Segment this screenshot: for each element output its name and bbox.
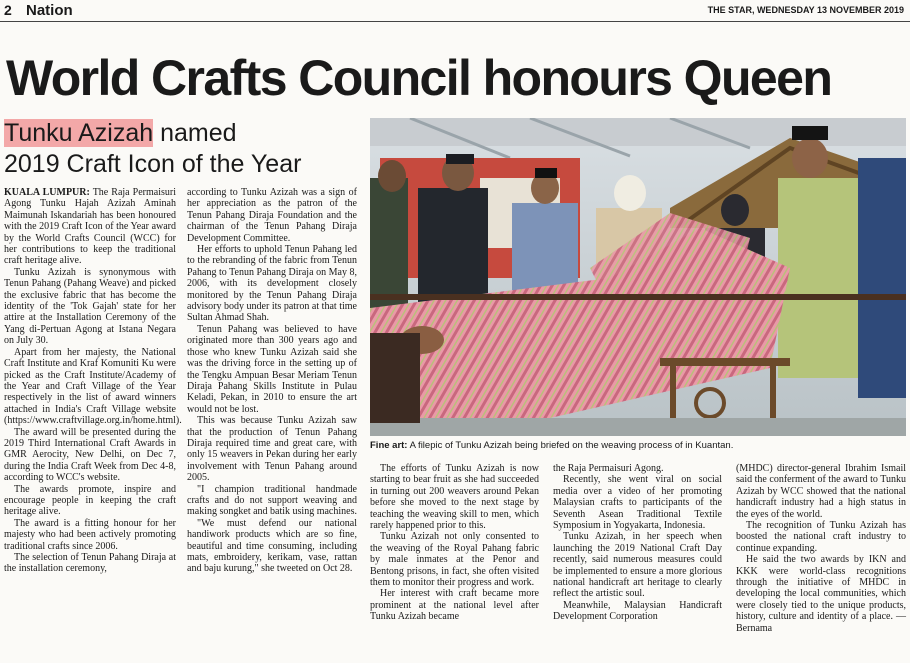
section-name: Nation [26,2,73,19]
paragraph-text: Her efforts to uphold Tenun Pahang led to the rebranding of the fabric from Tenun Pahang to Tenun Pahang Diraja on May 8, 2006, with its development closely monitored by the Tenun Pahang Diraja advisory body under its patron at that time Sultan Ahmad Shah. [187,244,357,324]
article-paragraph [370,588,539,622]
article-paragraph [4,552,176,575]
paragraph-text: The selection of Tenun Pahang Diraja at the installation ceremony, [4,552,176,575]
article-paragraph [187,415,357,483]
article-paragraph [370,531,539,588]
paragraph-text: according to Tunku Azizah was a sign of her appreciation as the patron of the Tenun Pahang Diraja Foundation and the chairman of the Tenun Pahang Diraja Development Committee. [187,187,357,244]
article-paragraph [4,187,176,267]
article-paragraph [370,463,539,531]
article-column-2 [187,187,357,575]
subheadline-line1 [4,118,237,148]
paragraph-text: The awards promote, inspire and encourage people in keeping the craft heritage alive. [4,483,176,518]
paragraph-text: Tenun Pahang was believed to have originated more than 300 years ago and those who knew Tunku Azizah said she was the driving force in the setting up of the Tengku Ampuan Besar Meriam Tenun Diraja Pahang Skills Institute in Pulau Keladi, Pekan, in 2010 to ensure the art would not be lost. [187,323,357,415]
photo-caption [370,440,906,452]
paragraph-text: The recognition of Tunku Azizah has boosted the national craft industry to continue expanding. [736,520,906,554]
article-paragraph [736,520,906,554]
paragraph-text: Recently, she went viral on social media over a video of her promoting Malaysian crafts to participants of the Seventh Asean Traditional Textile Symposium in Yogyakarta, Indonesia. [553,474,722,532]
article-column-3 [370,463,539,623]
article-paragraph [187,187,357,244]
article-paragraph [736,463,906,520]
article-paragraph [187,244,357,324]
article-paragraph [4,267,176,347]
paragraph-text: (MHDC) director-general Ibrahim Ismail said the conferment of the award to Tunku Azizah by WCC showed that the national handicraft industry had a high status in the eyes of the world. [736,463,906,520]
article-paragraph [4,484,176,518]
caption-text: A filepic of Tunku Azizah being briefed on the weaving process of in Kuantan. [407,440,734,451]
article-paragraph [553,600,722,623]
subheadline-name: Tunku Azizah [4,119,154,147]
paragraph-text: "I champion traditional handmade crafts and do not support weaving and making songket and batik using machines. [187,483,357,518]
article-column-1 [4,187,182,575]
paragraph-text: Tunku Azizah, in her speech when launching the 2019 National Craft Day recently, said numerous measures could be implemented to ensure a more glorious national handicraft art heritage to clearly reflect the artistic soul. [553,531,722,600]
masthead: THE STAR, WEDNESDAY 13 NOVEMBER 2019 [707,5,904,15]
headline: World Crafts Council honours Queen [6,50,832,106]
paragraph-text: Her interest with craft became more prominent at the national level after Tunku Azizah became [370,588,539,623]
subheadline-rest: named [153,119,237,147]
page-number: 2 [4,2,12,18]
article-paragraph [4,346,182,427]
paragraph-text: The award will be presented during the 2019 Third International Craft Awards in GMR Aerocity, New Delhi, on Dec 7, during the India Craft Week from Dec 4-8, according to WCC's website. [4,426,176,484]
paragraph-text: Meanwhile, Malaysian Handicraft Development Corporation [553,599,722,623]
paragraph-text: Apart from her majesty, the National Craft Institute and Kraf Komuniti Ku were picked as the Craft Institute/Academy of the Year and Craft Village of the Year respectively in the list of award winners attached in India's Craft Village website (https://www.craftvillage.org.in/home.html). [4,346,182,427]
weaving-scene-image [370,118,906,436]
article-paragraph [553,463,722,474]
article-column-5 [736,463,906,634]
article-paragraph [736,554,906,634]
paragraph-text: Tunku Azizah not only consented to the weaving of the Royal Pahang fabric by male inmates at the Penor and Bentong prisons, in fact, she often visited them to monitor their progress and work. [370,531,539,589]
page-header [0,0,910,22]
paragraph-text: Tunku Azizah is synonymous with Tenun Pahang (Pahang Weave) and picked the exclusive fabric that has become the identity of the 'Tok Gajah' state for her attire at the Installation Ceremony of the Yang di-Pertuan Agong at Istana Negara on July 30. [4,266,176,347]
paragraph-text: The Raja Permaisuri Agong Tunku Hajah Azizah Aminah Maimunah Iskandariah has been honoured with the 2019 Craft Icon of the Year award by the World Crafts Council (WCC) for her contributions to keep the traditional craft heritage alive. [4,187,176,267]
article-paragraph [553,474,722,531]
paragraph-text: the Raja Permaisuri Agong. [553,463,664,474]
header-rule [0,21,910,22]
dateline: KUALA LUMPUR: [4,187,90,198]
article-paragraph [187,484,357,518]
article-column-4 [553,463,722,623]
article-photo [370,118,906,436]
article-paragraph [187,518,357,575]
article-paragraph [187,324,357,415]
article-paragraph [4,518,176,552]
paragraph-text: The award is a fitting honour for her majesty who had been actively promoting traditional crafts since 2006. [4,517,176,552]
article-paragraph [4,427,176,484]
paragraph-text: This was because Tunku Azizah saw that the production of Tenun Pahang Diraja required time and great care, with only 15 weavers in Pekan during her early involvement with Tenun Pahang around 2005. [187,415,357,484]
article-paragraph [553,531,722,599]
subheadline-line2: 2019 Craft Icon of the Year [4,150,302,178]
paragraph-text: The efforts of Tunku Azizah is now starting to bear fruit as she had succeeded in turning out 200 weavers around Pekan before she moved to the next stage by teaching the weaving skill to men, which rarely happened prior to this. [370,463,539,532]
paragraph-text: He said the two awards by IKN and KKK were world-class recognitions through the initiative of MHDC in developing the local communities, which were closely tied to the unique products, history, culture and identity of a place. — Bernama [736,554,906,634]
caption-label: Fine art: [370,440,408,451]
paragraph-text: "We must defend our national handiwork products which are so fine, beautiful and time consuming, including mats, embroidery, kerikam, vase, rattan and baju kurung," she tweeted on Oct 28. [187,517,357,575]
